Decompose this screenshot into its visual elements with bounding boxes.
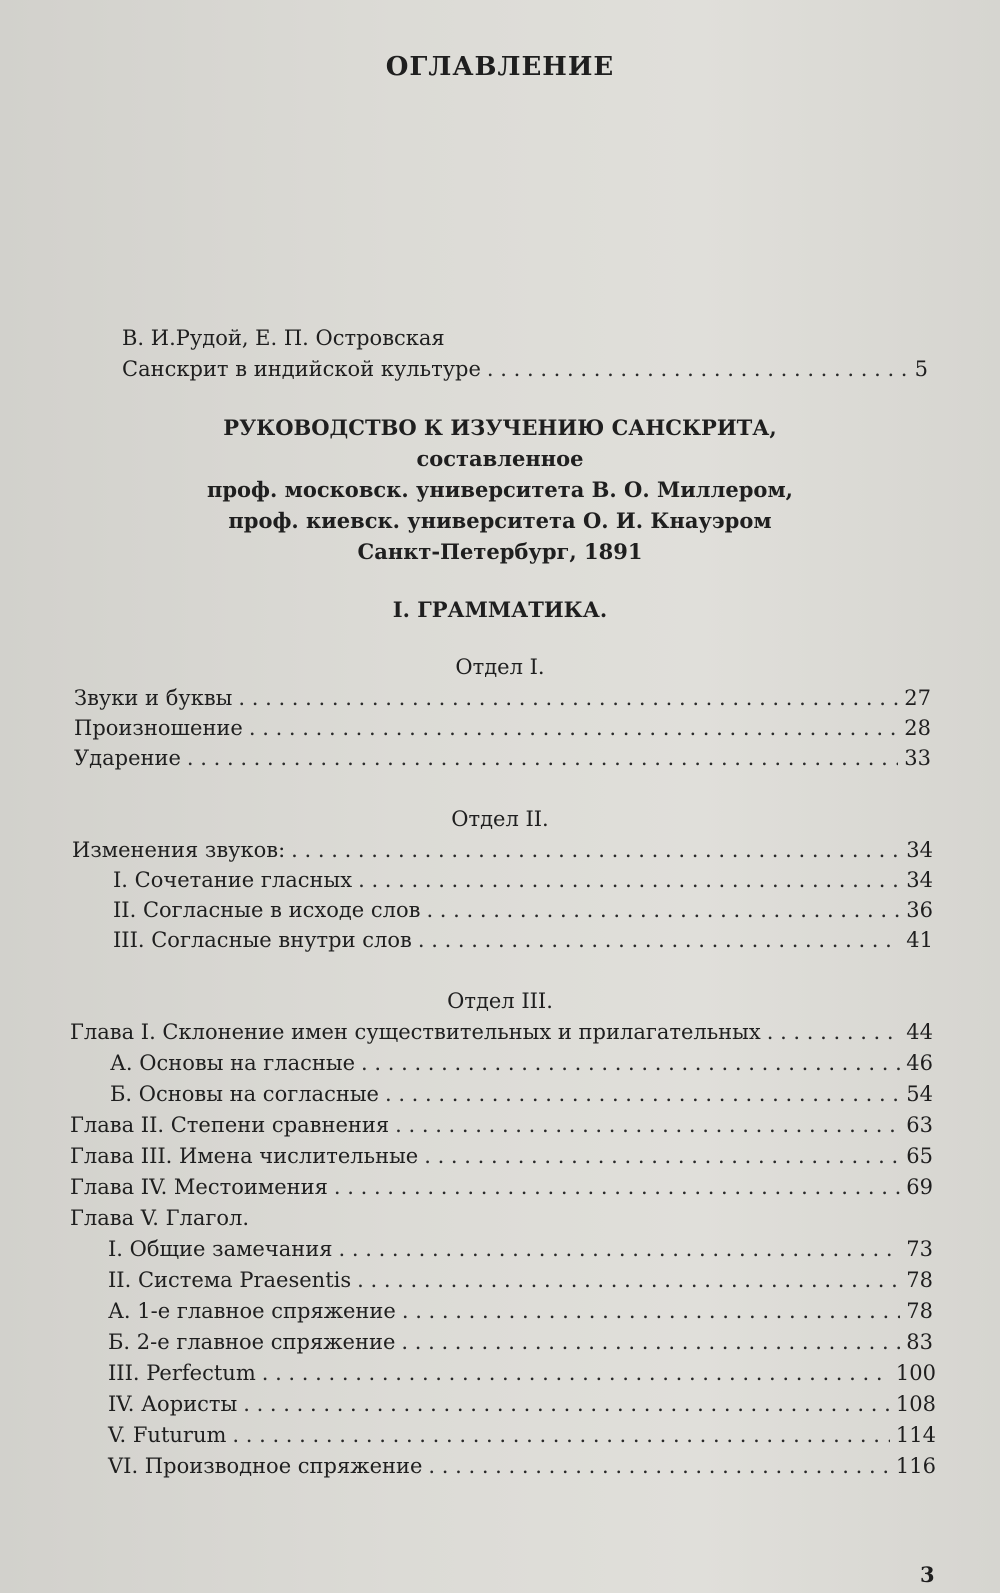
leader-dots [424,1144,900,1168]
toc-chapter-heading [70,1206,933,1230]
toc-entry-page: 54 [906,1082,933,1106]
toc-entry [110,1051,933,1075]
toc-entry-page: 116 [895,1454,936,1478]
leader-dots [262,1361,890,1385]
toc-entry-label: Б. 2-е главное спряжение [108,1330,396,1354]
leader-dots [385,1082,900,1106]
leader-dots [395,1113,900,1137]
toc-entry [108,1330,933,1354]
section-heading: Отдел I. [455,655,545,679]
toc-entry-page: 114 [895,1423,936,1447]
toc-entry-label: III. Perfectum [108,1361,256,1385]
leader-dots [291,838,900,862]
toc-entry [108,1454,936,1478]
toc-entry-label: Ударение [74,746,181,770]
toc-entry-label: IV. Аористы [108,1392,238,1416]
leader-dots [428,1454,889,1478]
toc-entry-page: 28 [904,716,931,740]
toc-entry-page: 46 [906,1051,933,1075]
section-heading: Отдел III. [447,989,553,1013]
toc-entry-page: 36 [906,898,933,922]
book-subtitle: составленное [416,446,584,471]
toc-entry [70,1020,933,1044]
toc-entry-page: 65 [906,1144,933,1168]
toc-entry-page: 33 [904,746,931,770]
toc-entry [70,1144,933,1168]
book-title: РУКОВОДСТВО К ИЗУЧЕНИЮ САНСКРИТА, [223,415,777,440]
toc-entry [108,1423,936,1447]
toc-entry-label: II. Система Praesentis [108,1268,352,1292]
toc-entry-label: Глава V. Глагол. [70,1206,250,1230]
leader-dots [361,1051,900,1075]
leader-dots [243,1392,890,1416]
leader-dots [334,1175,900,1199]
leader-dots [249,716,898,740]
toc-entry-label: II. Согласные в исходе слов [113,898,421,922]
toc-entry-label: Звуки и буквы [74,686,233,710]
toc-entry-page: 34 [906,838,933,862]
toc-entry-label: III. Согласные внутри слов [113,928,412,952]
leader-dots [358,868,900,892]
toc-entry-page: 5 [914,357,928,381]
toc-entry [113,928,933,952]
section-heading: Отдел II. [451,807,549,831]
toc-entry-label: Санскрит в индийской культуре [122,357,481,381]
toc-entry-page: 100 [895,1361,936,1385]
leader-dots [238,686,898,710]
toc-entry [108,1299,933,1323]
toc-entry [108,1361,936,1385]
toc-entry-page: 44 [906,1020,933,1044]
toc-entry-page: 108 [895,1392,936,1416]
toc-entry-label: Б. Основы на согласные [110,1082,379,1106]
toc-entry [108,1268,933,1292]
toc-entry-page: 41 [906,928,933,952]
toc-entry-page: 83 [906,1330,933,1354]
toc-entry-label: А. 1-е главное спряжение [108,1299,396,1323]
leader-dots [232,1423,890,1447]
toc-entry [108,1392,936,1416]
page-title: ОГЛАВЛЕНИЕ [385,52,615,82]
intro-author: В. И.Рудой, Е. П. Островская [122,326,445,350]
toc-entry-page: 73 [906,1237,933,1261]
part-heading: I. ГРАММАТИКА. [392,597,608,622]
toc-entry-label: Произношение [74,716,243,740]
book-author-line: проф. киевск. университета О. И. Кнауэром [228,508,772,533]
toc-entry [70,1113,933,1137]
toc-entry [108,1237,933,1261]
toc-entry [113,868,933,892]
page-number: 3 [920,1562,935,1587]
leader-dots [339,1237,901,1261]
toc-entry [70,1175,933,1199]
leader-dots [357,1268,900,1292]
toc-entry-label: VI. Производное спряжение [108,1454,423,1478]
toc-entry-page: 69 [906,1175,933,1199]
book-imprint: Санкт-Петербург, 1891 [357,539,643,564]
toc-entry [74,716,931,740]
toc-entry-page: 78 [906,1268,933,1292]
toc-entry-page: 27 [904,686,931,710]
toc-entry-page: 34 [906,868,933,892]
toc-entry-label: Изменения звуков: [72,838,286,862]
toc-entry-label: Глава III. Имена числительные [70,1144,419,1168]
toc-entry [72,838,933,862]
leader-dots [767,1020,901,1044]
toc-entry [122,357,928,381]
toc-entry-label: А. Основы на гласные [110,1051,356,1075]
toc-entry-label: Глава I. Склонение имен существительных и прилагательных [70,1020,761,1044]
toc-entry-label: Глава IV. Местоимения [70,1175,328,1199]
toc-entry-label: I. Сочетание гласных [113,868,353,892]
leader-dots [426,898,900,922]
toc-entry-label: I. Общие замечания [108,1237,333,1261]
book-author-line: проф. московск. университета В. О. Миллером, [206,477,793,502]
toc-entry-page: 78 [906,1299,933,1323]
toc-entry [113,898,933,922]
leader-dots [418,928,900,952]
toc-entry [74,746,931,770]
leader-dots [402,1299,900,1323]
toc-entry [110,1082,933,1106]
toc-entry-label: V. Futurum [108,1423,227,1447]
leader-dots [187,746,898,770]
toc-entry-label: Глава II. Степени сравнения [70,1113,390,1137]
leader-dots [401,1330,900,1354]
toc-entry [74,686,931,710]
leader-dots [487,357,909,381]
toc-entry-page: 63 [906,1113,933,1137]
